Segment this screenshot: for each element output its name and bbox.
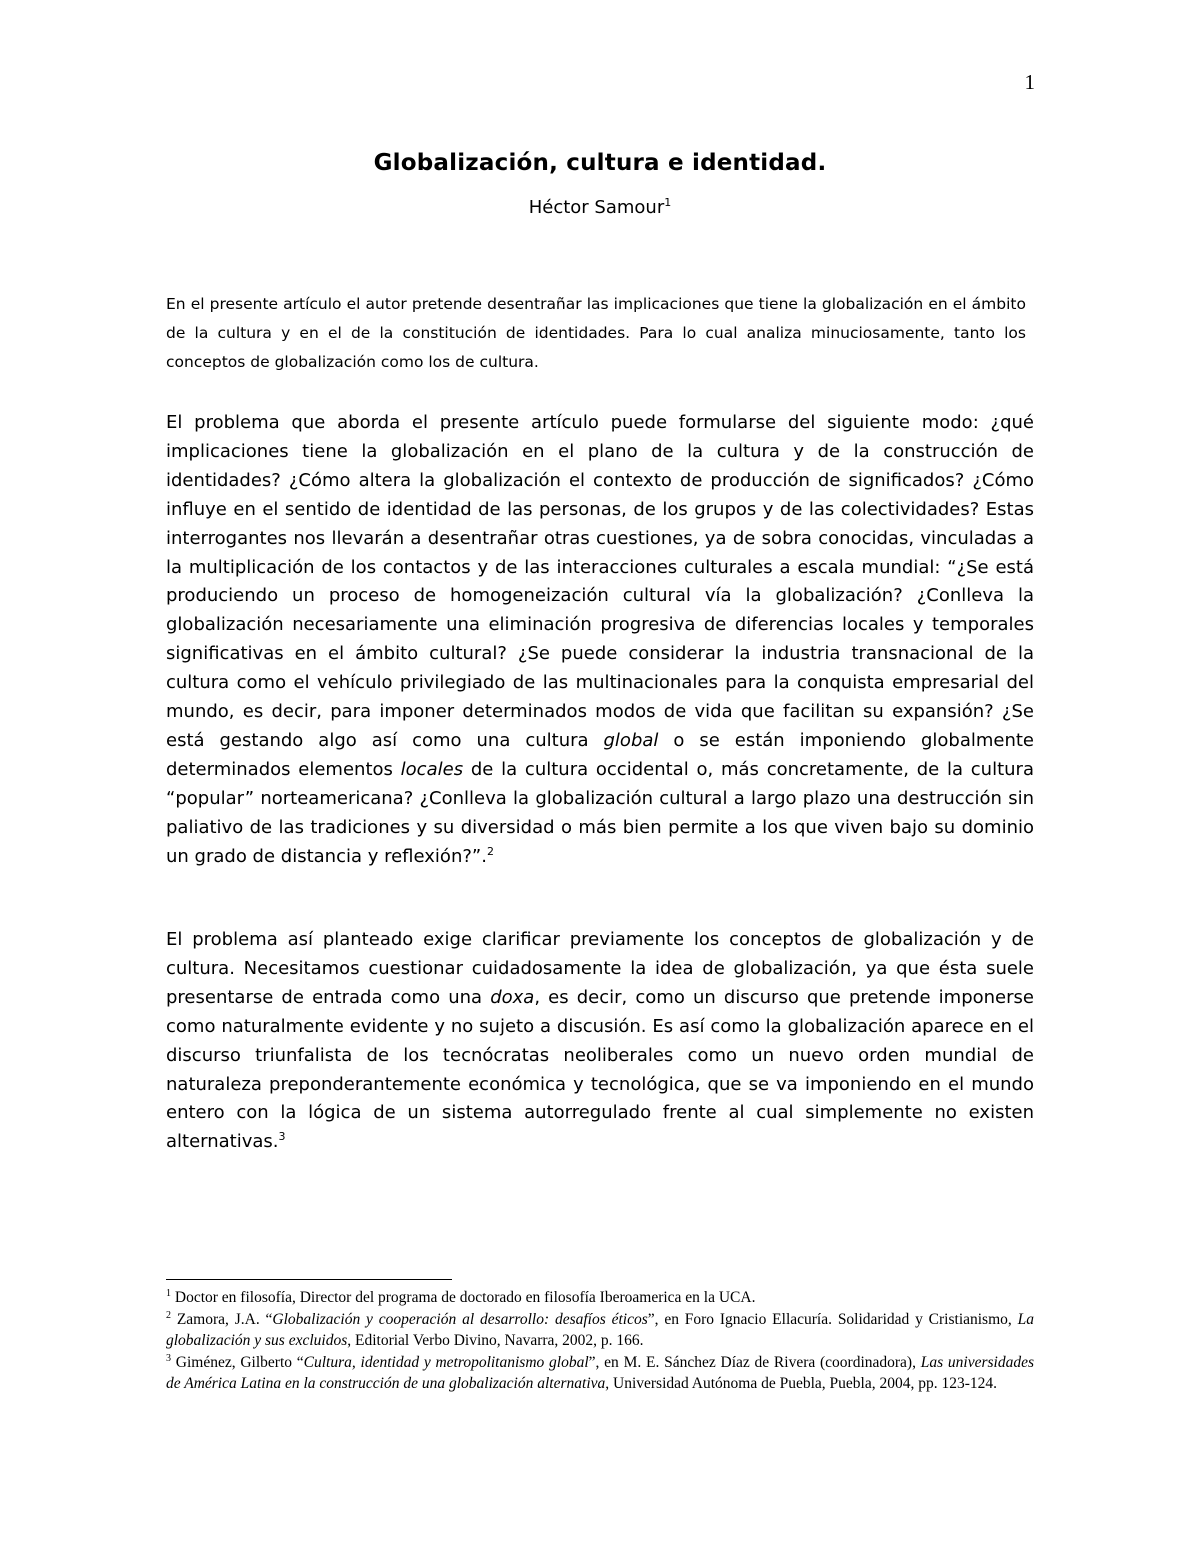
- article-title: Globalización, cultura e identidad.: [373, 150, 827, 176]
- author-footnote-ref[interactable]: 1: [664, 196, 672, 209]
- paragraph-2-italic-doxa: doxa: [490, 986, 535, 1008]
- footnote-2-italic-a: Globalización y cooperación al desarrollo: desafíos éticos: [272, 1310, 648, 1328]
- paragraph-1-italic-locales: locales: [400, 758, 464, 780]
- footnote-1: [166, 1287, 1034, 1309]
- footnote-ref-3[interactable]: 3: [278, 1130, 286, 1144]
- footnote-3-text-a: Giménez, Gilberto “: [171, 1353, 304, 1371]
- author-name: Héctor Samour: [528, 197, 665, 218]
- footnotes: [166, 1287, 1034, 1395]
- footnote-2-marker: 2: [166, 1309, 171, 1321]
- footnote-2-text-b: ”, en Foro Ignacio Ellacuría. Solidaridad y Cristianismo,: [647, 1310, 1018, 1328]
- page-number: 1: [1024, 70, 1035, 94]
- footnote-ref-2[interactable]: 2: [486, 844, 494, 858]
- body-paragraph-2: [166, 926, 1034, 1157]
- footnote-3: [166, 1352, 1034, 1395]
- footnote-1-marker: 1: [166, 1287, 171, 1299]
- footnote-2-text-c: , Editorial Verbo Divino, Navarra, 2002, p. 166.: [347, 1332, 644, 1350]
- footnote-2-text-a: Zamora, J.A. “: [171, 1310, 273, 1328]
- paragraph-2-text-b: , es decir, como un discurso que pretende imponerse como naturalmente evidente y no sujeto a discusión. Es así como la globalización aparece en el discurso triunfalista de los tecnócratas neoliberales como un nuevo orden mundial de naturaleza preponderantemente económica y tecnológica, que se va imponiendo en el mundo entero con la lógica de un sistema autorregulado frente al cual simplemente no existen alternativas.: [166, 986, 1034, 1153]
- paragraph-1-text-c: de la cultura occidental o, más concretamente, de la cultura “popular” norteamericana? ¿Conlleva la globalización cultural a largo plazo una destrucción sin paliativo de las tradiciones y su diversidad o más bien permite a los que viven bajo su dominio un grado de distancia y reflexión?”.: [166, 758, 1034, 867]
- paragraph-2-text-a: El problema así planteado exige clarificar previamente los conceptos de globalización y de cultura. Necesitamos cuestionar cuidadosamente la idea de globalización, ya que ésta suele presentarse de entrada como una: [166, 929, 1034, 1008]
- paragraph-1-text-b: o se están imponiendo globalmente determinados elementos: [166, 729, 1034, 780]
- footnote-separator: [166, 1279, 452, 1280]
- footnote-3-italic-a: Cultura, identidad y metropolitanismo global: [303, 1353, 589, 1371]
- footnote-3-text-b: ”, en M. E. Sánchez Díaz de Rivera (coordinadora),: [588, 1353, 921, 1371]
- body-paragraph-1: [166, 409, 1034, 872]
- footnote-2: [166, 1309, 1034, 1352]
- footnote-3-marker: 3: [166, 1352, 171, 1364]
- footnote-2-italic-b: La globalización y sus excluidos: [166, 1310, 1034, 1350]
- footnote-3-text-c: , Universidad Autónoma de Puebla, Puebla, 2004, pp. 123-124.: [605, 1375, 998, 1393]
- paragraph-1-text-a: El problema que aborda el presente artículo puede formularse del siguiente modo: ¿qué implicaciones tiene la globalización en el plano de la cultura y de la construcción de identidades? ¿Cómo altera la globalización el contexto de producción de significados? ¿Cómo influye en el sentido de identidad de las personas, de los grupos y de las colectividades? Estas interrogantes nos llevarán a desentrañar otras cuestiones, ya de sobra conocidas, vinculadas a la multiplicación de los contactos y de las interacciones culturales a escala mundial: “¿Se está produciendo un proceso de homogeneización cultural vía la globalización? ¿Conlleva la globalización necesariamente una eliminación progresiva de diferencias locales y temporales significativas en el ámbito cultural? ¿Se puede considerar la industria transnacional de la cultura como el vehículo privilegiado de las multinacionales para la conquista empresarial del mundo, es decir, para imponer determinados modos de vida que facilitan su expansión? ¿Se está gestando algo así como una cultura: [166, 412, 1034, 751]
- author-line: [0, 197, 1200, 218]
- footnote-3-italic-b: Las universidades de América Latina en la construcción de una globalización alternativa: [166, 1353, 1034, 1393]
- paragraph-1-italic-global: global: [603, 729, 659, 751]
- abstract: En el presente artículo el autor pretende desentrañar las implicaciones que tiene la globalización en el ámbito de la cultura y en el de la constitución de identidades. Para lo cual analiza minuciosamente, tanto los conceptos de globalización como los de cultura.: [166, 295, 1026, 371]
- footnote-1-text: Doctor en filosofía, Director del programa de doctorado en filosofía Iberoamerica en la UCA.: [171, 1289, 756, 1306]
